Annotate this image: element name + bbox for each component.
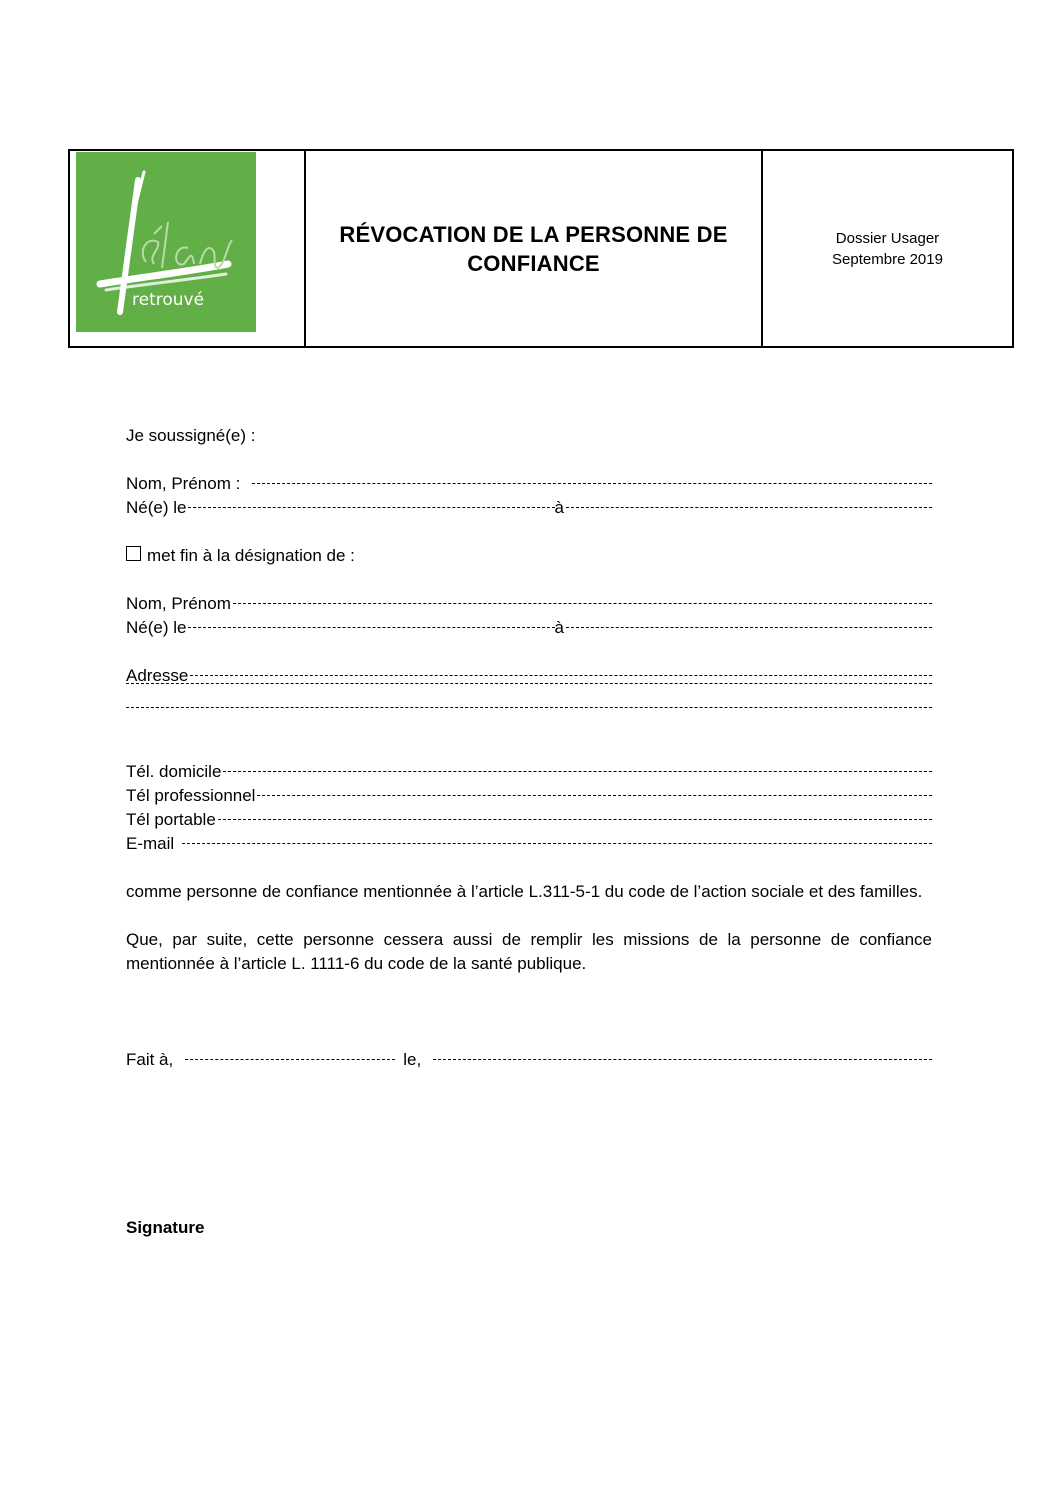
person-name-label: Nom, Prénom [126, 594, 231, 613]
revocation-checkbox-label: met fin à la désignation de : [147, 546, 355, 565]
person-address-label: Adresse [126, 666, 189, 685]
signer-name-blank[interactable] [252, 483, 932, 484]
done-at-blank[interactable] [185, 1059, 395, 1060]
phone-mobile-blank[interactable] [218, 819, 932, 820]
phone-home-label: Tél. domicile [126, 762, 222, 781]
signer-birth-place-sep: à [554, 498, 564, 517]
person-address-line-3[interactable] [126, 712, 932, 736]
document-title [339, 220, 727, 278]
person-birth-field[interactable] [126, 616, 932, 640]
phone-work-label: Tél professionnel [126, 786, 256, 805]
meta-cell [763, 151, 1012, 346]
person-birth-place-blank[interactable] [566, 627, 932, 628]
person-address-field[interactable] [126, 664, 932, 688]
paragraph-article-casf: comme personne de confiance mentionnée à l’article L.311-5-1 du code de l’action sociale et des familles. [126, 882, 923, 901]
email-blank[interactable] [182, 843, 932, 844]
person-name-field[interactable] [126, 592, 932, 616]
date-label: le, [403, 1050, 422, 1069]
revocation-checkbox[interactable] [126, 546, 141, 561]
phone-work-field[interactable] [126, 784, 932, 808]
intro-line [126, 424, 932, 448]
phone-work-blank[interactable] [257, 795, 932, 796]
logo-cell [70, 151, 306, 346]
done-at-label: Fait à, [126, 1050, 174, 1069]
email-field[interactable] [126, 832, 932, 856]
paragraph-article-csp: Que, par suite, cette personne cessera aussi de remplir les missions de la personne de confiance mentionnée à l’article L. 1111-6 du code de la santé publique. [126, 930, 932, 973]
signature-label: Signature [126, 1218, 205, 1237]
meta-category: Dossier Usager [835, 229, 940, 247]
intro-text: Je soussigné(e) : [126, 426, 256, 445]
person-birth-label: Né(e) le [126, 618, 187, 637]
person-name-blank[interactable] [233, 603, 932, 604]
person-birth-place-sep: à [554, 618, 564, 637]
title-line-1: RÉVOCATION DE LA PERSONNE DE [339, 221, 728, 247]
title-line-2: CONFIANCE [467, 250, 600, 276]
logo [76, 152, 256, 332]
phone-mobile-field[interactable] [126, 808, 932, 832]
signer-name-field[interactable] [126, 472, 932, 496]
header-table [68, 149, 1014, 348]
phone-home-field[interactable] [126, 760, 932, 784]
title-cell [306, 151, 763, 346]
form-body [126, 424, 932, 1240]
signer-birth-field[interactable] [126, 496, 932, 520]
revocation-checkbox-line[interactable] [126, 544, 932, 568]
email-label: E-mail [126, 834, 175, 853]
date-blank[interactable] [433, 1059, 932, 1060]
signer-birth-place-blank[interactable] [566, 507, 932, 508]
signer-name-label: Nom, Prénom : [126, 474, 241, 493]
place-date-field[interactable] [126, 1048, 932, 1072]
person-address-blank-3[interactable] [126, 707, 932, 708]
person-address-blank-2[interactable] [126, 683, 932, 684]
person-address-line-2[interactable] [126, 688, 932, 712]
signer-birth-label: Né(e) le [126, 498, 187, 517]
person-address-blank-1[interactable] [190, 675, 932, 676]
phone-mobile-label: Tél portable [126, 810, 216, 829]
meta-date: Septembre 2019 [832, 250, 943, 268]
logo-word: retrouvé [132, 290, 205, 310]
signer-birth-date-blank[interactable] [188, 507, 554, 508]
person-birth-date-blank[interactable] [188, 627, 554, 628]
phone-home-blank[interactable] [223, 771, 932, 772]
